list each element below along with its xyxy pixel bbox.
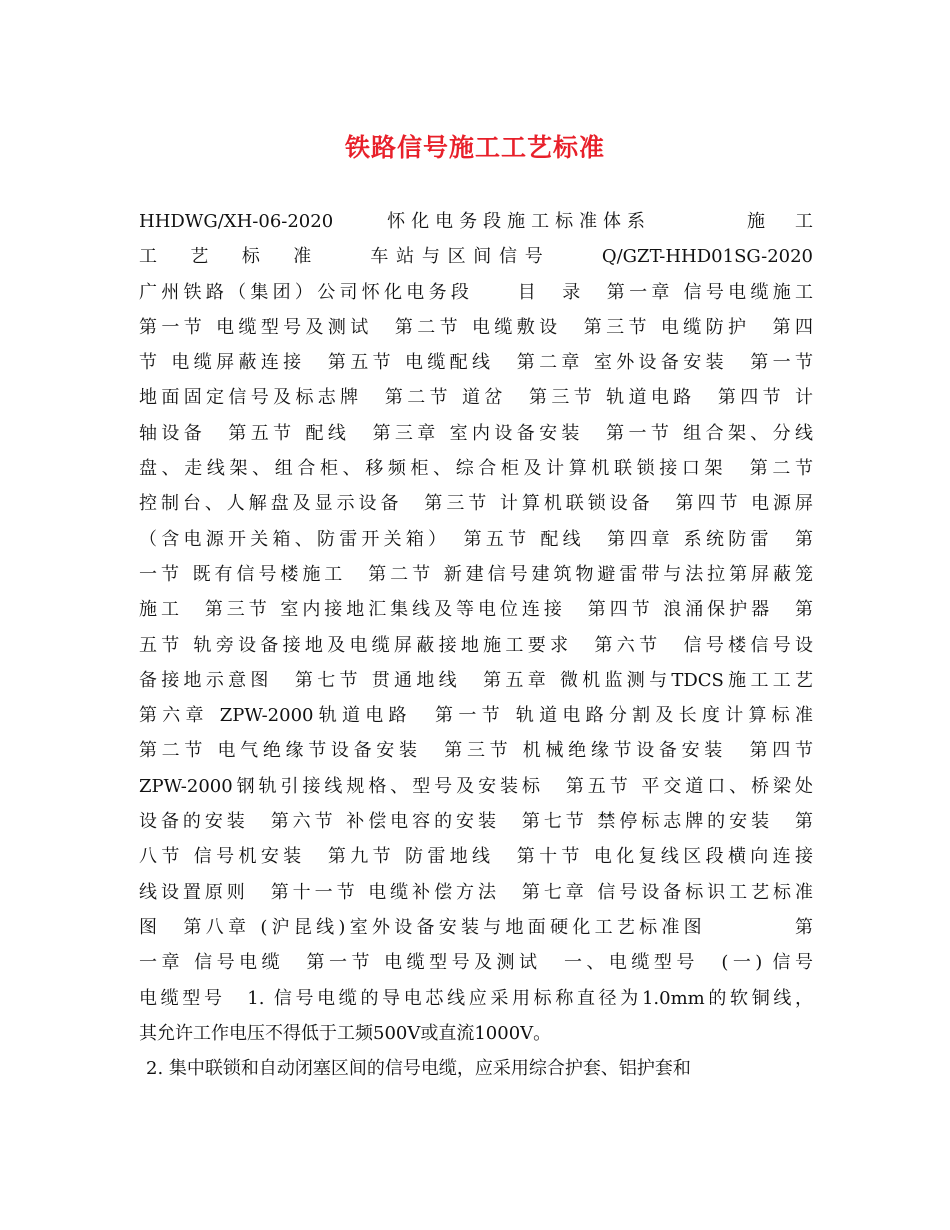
text-line-2: 工 艺 标 准 车站与区间信号 Q/GZT-HHD01SG-2020 — [139, 246, 813, 268]
text-line-22: 一章 信号电缆 第一节 电缆型号及测试 一、电缆型号 (一) 信号 — [139, 952, 813, 974]
text-line-7: 轴设备 第五节 配线 第三章 室内设备安装 第一节 组合架、分线 — [139, 422, 813, 444]
text-line-1: HHDWG/XH-06-2020 怀化电务段施工标准体系 施 工 — [139, 211, 813, 232]
text-line-24: 其允许工作电压不得低于工频500V或直流1000V。 — [139, 1022, 552, 1044]
text-line-6: 地面固定信号及标志牌 第二节 道岔 第三节 轨道电路 第四节 计 — [139, 387, 813, 409]
text-line-18: 设备的安装 第六节 补偿电容的安装 第七节 禁停标志牌的安装 第 — [139, 811, 813, 833]
text-line-20: 线设置原则 第十一节 电缆补偿方法 第七章 信号设备标识工艺标准 — [139, 881, 813, 903]
text-line-8: 盘、走线架、组合柜、移频柜、综合柜及计算机联锁接口架 第二节 — [139, 458, 813, 480]
document-title: 铁路信号施工工艺标准 — [344, 133, 605, 162]
text-line-11: 一节 既有信号楼施工 第二节 新建信号建筑物避雷带与法拉第屏蔽笼 — [139, 563, 813, 585]
text-line-21: 图 第八章 (沪昆线)室外设备安装与地面硬化工艺标准图 第 — [139, 916, 813, 938]
text-line-5: 节 电缆屏蔽连接 第五节 电缆配线 第二章 室外设备安装 第一节 — [139, 352, 813, 374]
text-line-9: 控制台、人解盘及显示设备 第三节 计算机联锁设备 第四节 电源屏 — [139, 493, 813, 515]
text-line-19: 八节 信号机安装 第九节 防雷地线 第十节 电化复线区段横向连接 — [139, 846, 813, 868]
text-line-25: 2. 集中联锁和自动闭塞区间的信号电缆，应采用综合护套、铝护套和 — [146, 1058, 691, 1080]
document-body — [139, 204, 813, 1086]
text-line-10: （含电源开关箱、防雷开关箱） 第五节 配线 第四章 系统防雷 第 — [139, 528, 813, 550]
text-line-14: 备接地示意图 第七节 贯通地线 第五章 微机监测与TDCS施工工艺 — [139, 669, 813, 691]
text-line-15: 第六章 ZPW-2000轨道电路 第一节 轨道电路分割及长度计算标准 — [139, 705, 813, 727]
text-line-16: 第二节 电气绝缘节设备安装 第三节 机械绝缘节设备安装 第四节 — [139, 740, 813, 762]
text-line-3: 广州铁路（集团）公司怀化电务段 目 录 第一章 信号电缆施工 — [139, 281, 813, 303]
text-line-13: 五节 轨旁设备接地及电缆屏蔽接地施工要求 第六节 信号楼信号设 — [139, 634, 813, 656]
text-line-4: 第一节 电缆型号及测试 第二节 电缆敷设 第三节 电缆防护 第四 — [139, 316, 813, 338]
text-line-23: 电缆型号 1. 信号电缆的导电芯线应采用标称直径为1.0mm的软铜线， — [139, 987, 813, 1009]
text-line-12: 施工 第三节 室内接地汇集线及等电位连接 第四节 浪涌保护器 第 — [139, 599, 813, 621]
text-line-17: ZPW-2000钢轨引接线规格、型号及安装标 第五节 平交道口、桥梁处 — [139, 775, 813, 797]
